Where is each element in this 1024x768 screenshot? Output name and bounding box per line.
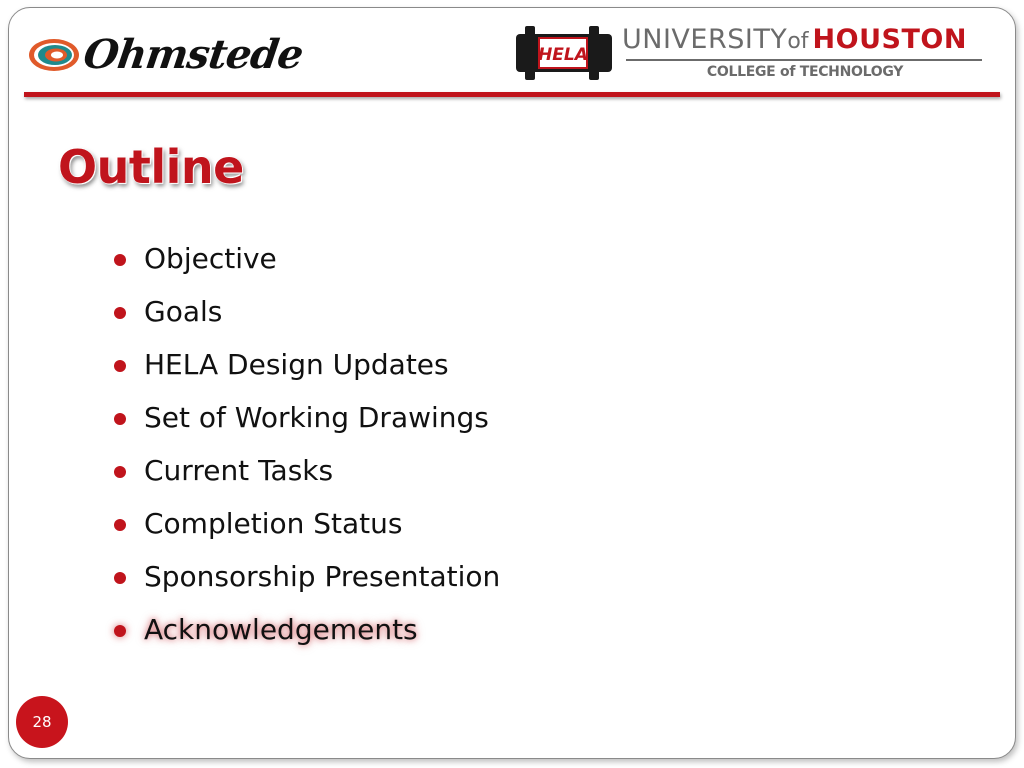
- ohmstede-wordmark: Ohmstede: [80, 31, 306, 78]
- college-subtitle: COLLEGE of TECHNOLOGY: [706, 64, 904, 80]
- university-word: UNIVERSITY: [622, 24, 788, 55]
- bullet-text: Acknowledgements: [144, 613, 418, 646]
- bullet-item: [112, 236, 500, 289]
- bullet-dot-icon: [114, 360, 126, 372]
- bullet-text: Goals: [144, 295, 223, 328]
- bullet-item: [112, 554, 500, 607]
- houston-word: HOUSTON: [812, 24, 967, 55]
- bullet-item: [112, 289, 500, 342]
- bullet-item: [112, 395, 500, 448]
- bullet-dot-icon: [114, 254, 126, 266]
- hela-badge-text: HELA: [538, 45, 588, 65]
- slide-title: Outline: [58, 140, 244, 194]
- bullet-item: [112, 501, 500, 554]
- bullet-dot-icon: [114, 466, 126, 478]
- bullet-text: HELA Design Updates: [144, 348, 449, 381]
- logo-divider: [626, 59, 982, 61]
- bullet-dot-icon: [114, 413, 126, 425]
- bullet-item: [112, 342, 500, 395]
- bullet-dot-icon: [114, 519, 126, 531]
- bullet-dot-icon: [114, 572, 126, 584]
- slide-number-badge: 28: [16, 696, 68, 748]
- ohmstede-swirl-icon: [28, 36, 84, 74]
- header-divider: [24, 92, 1000, 97]
- bullet-text: Completion Status: [144, 507, 403, 540]
- university-of-houston-logo: [622, 22, 988, 84]
- outline-bullet-list: [112, 236, 500, 660]
- of-word: of: [787, 29, 809, 54]
- bullet-item: [112, 448, 500, 501]
- bullet-dot-icon: [114, 307, 126, 319]
- bullet-text: Set of Working Drawings: [144, 401, 489, 434]
- ohmstede-logo: [28, 31, 306, 78]
- hela-logo: [515, 22, 613, 84]
- bullet-item: [112, 607, 500, 660]
- bullet-dot-icon: [114, 625, 126, 637]
- bullet-text: Objective: [144, 242, 277, 275]
- bullet-text: Current Tasks: [144, 454, 334, 487]
- bullet-text: Sponsorship Presentation: [144, 560, 501, 593]
